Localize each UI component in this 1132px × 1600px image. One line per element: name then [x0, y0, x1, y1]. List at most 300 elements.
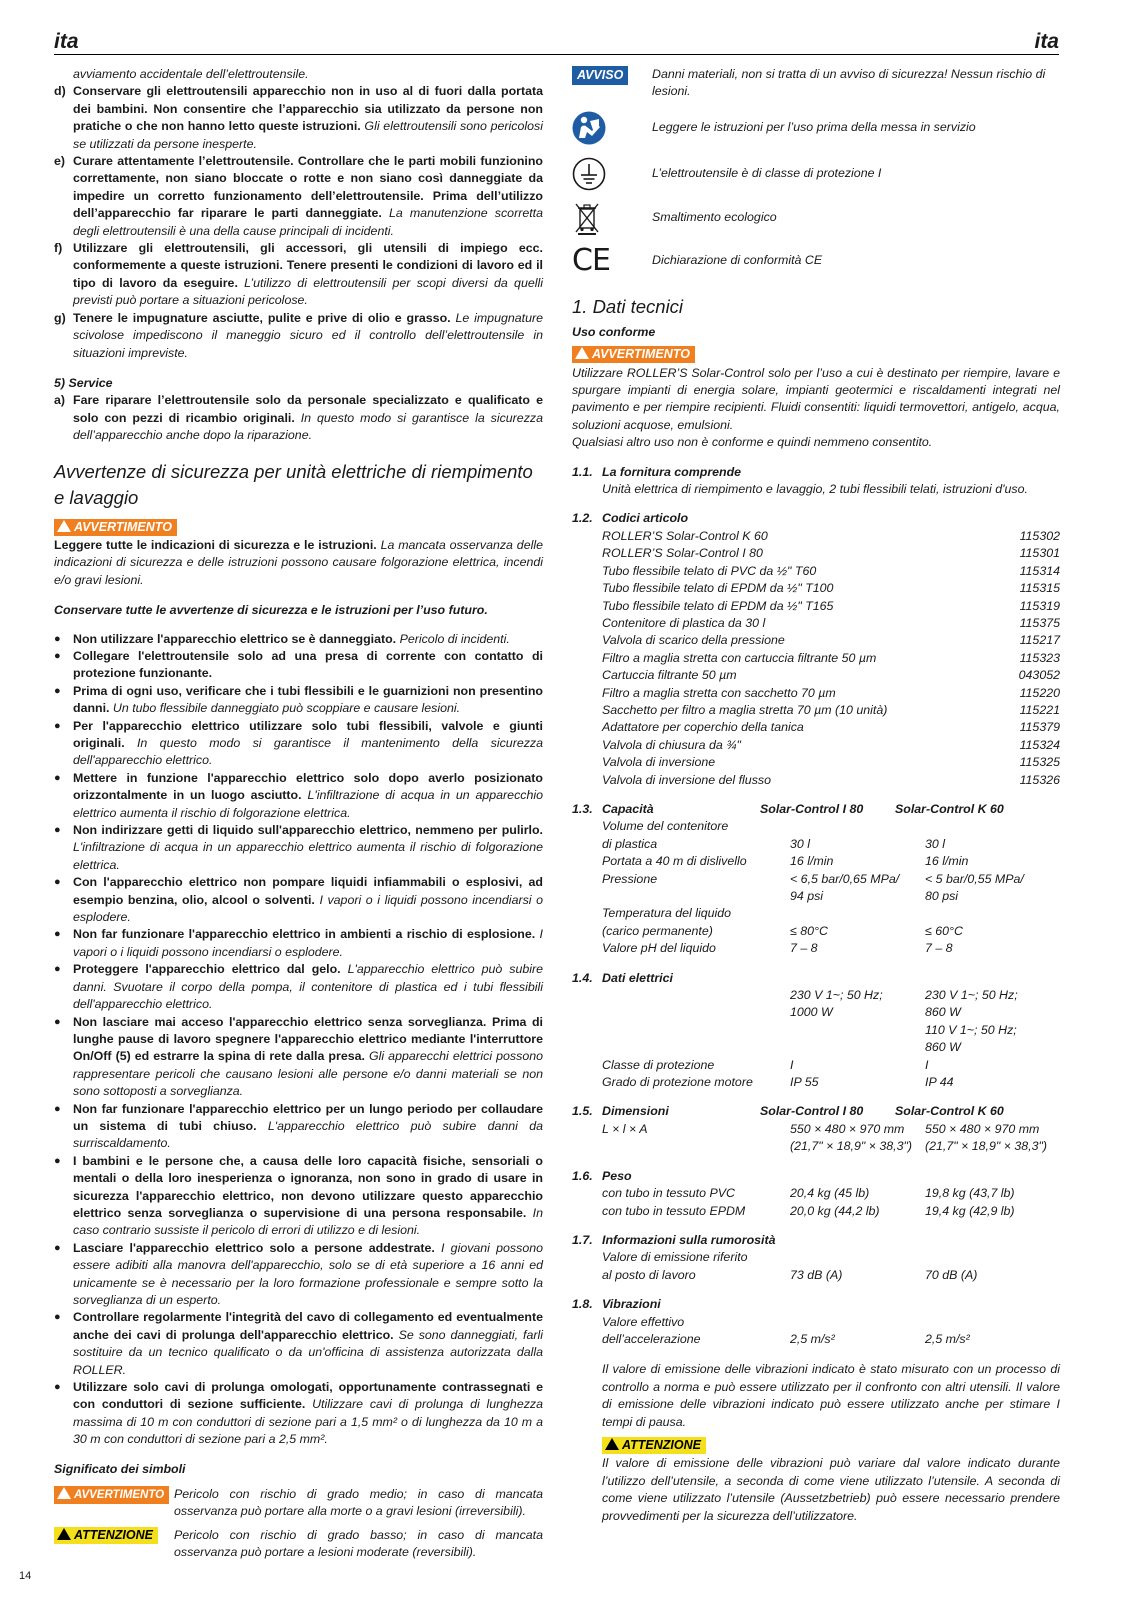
header-lang-left: ita: [54, 30, 79, 53]
bullet-italic: L'infiltrazione di acqua in un apparecchio elettrico aumenta il rischio di folgorazione elettrica.: [73, 840, 543, 872]
spec-label: dell’accelerazione: [602, 1331, 701, 1346]
spec-label: [602, 1138, 790, 1155]
article-row: [572, 650, 1060, 667]
item-marker: d): [54, 84, 66, 99]
safety-bullet: [54, 718, 543, 770]
caution-badge: [54, 1527, 158, 1544]
spec-value-i80: 20,4 kg (45 lb): [790, 1186, 870, 1201]
read-manual-row: [572, 111, 1060, 145]
column-heading-i80: Solar-Control I 80: [760, 801, 864, 816]
spec-value-i80: < 6,5 bar/0,65 MPa/: [790, 871, 900, 886]
article-row: [572, 598, 1060, 615]
article-row: [572, 632, 1060, 649]
spec-label: Volume del contenitore: [602, 819, 729, 834]
article-code: 115319: [1019, 598, 1060, 613]
warning-badge-label: AVVERTIMENTO: [74, 1489, 165, 1502]
spec-row: [572, 905, 1060, 922]
spec-value-k60: 19,8 kg (43,7 lb): [925, 1186, 1015, 1201]
spec-row: [572, 1057, 1060, 1074]
item-marker: f): [54, 241, 63, 256]
safety-bullet: [54, 961, 543, 1013]
article-code: 115323: [1019, 650, 1060, 665]
weight-table: [572, 1185, 1060, 1220]
article-name: Valvola di inversione: [602, 755, 716, 770]
spec-value-i80: [790, 1314, 925, 1331]
bullet-italic: Un tubo flessibile danneggiato può scoppiare e causare lesioni.: [109, 701, 461, 716]
safety-bullet: [54, 631, 543, 648]
bullet-bold: Con l'apparecchio elettrico non pompare liquidi infiammabili o esplosivi, ad esempio benzina, olio, alcool o solventi.: [73, 875, 543, 907]
spec-value-k60: IP 44: [925, 1075, 954, 1090]
article-name: ROLLER’S Solar-Control K 60: [602, 528, 768, 543]
intended-use-text-2: Qualsiasi altro uso non è conforme e quindi nemmeno consentito.: [572, 435, 933, 450]
safety-bullet: [54, 1014, 543, 1101]
disposal-text: Smaltimento ecologico: [652, 210, 777, 225]
bullet-bold: Proteggere l'apparecchio elettrico dal gelo.: [73, 962, 341, 977]
warning-triangle-icon: [605, 1438, 619, 1450]
item-bold: Utilizzare gli elettroutensili, gli accessori, gli utensili di impiego ecc. conformemente a queste istruzioni. Tenere presenti le condizioni di lavoro ed il tipo di lavoro da eseguire.: [73, 241, 543, 290]
article-name: Sacchetto per filtro a maglia stretta 70 µm (10 unità): [602, 702, 888, 717]
item-italic: Le impugnature scivolose impediscono il maneggio sicuro ed il controllo dell’elettroutensile in situazioni impreviste.: [73, 310, 543, 360]
spec-label: al posto di lavoro: [602, 1267, 696, 1282]
section-heading: La fornitura comprende: [602, 464, 742, 479]
section-1-7: [572, 1232, 1060, 1249]
spec-value-k60: 7 – 8: [925, 941, 953, 956]
bullet-dot-icon: ●: [54, 649, 61, 662]
section-number: 1.3.: [572, 801, 593, 816]
spec-label: Portata a 40 m di dislivello: [602, 854, 747, 869]
article-row: [572, 580, 1060, 597]
symbol-caution-row: [54, 1527, 543, 1562]
article-name: Filtro a maglia stretta con sacchetto 70 µm: [602, 685, 836, 700]
bullet-bold: Prima di ogni uso, verificare che i tubi flessibili e le guarnizioni non presentino danni.: [73, 683, 543, 716]
article-row: [572, 737, 1060, 754]
spec-row: [572, 1074, 1060, 1091]
bullet-bold: Collegare l'elettroutensile solo ad una presa di corrente con contatto di protezione funzionante.: [73, 648, 543, 681]
bullet-dot-icon: ●: [54, 632, 61, 645]
spec-value-k60: ≤ 60°C: [925, 923, 963, 938]
article-code: 115315: [1019, 581, 1060, 596]
spec-row: [572, 1267, 1060, 1284]
bullet-bold: Mettere in funzione l'apparecchio elettrico solo dopo averlo posizionato orizzontalmente in un luogo asciutto.: [73, 770, 543, 803]
bullet-bold: Non utilizzare l'apparecchio elettrico se è danneggiato.: [73, 631, 397, 646]
notice-text: Danni materiali, non si tratta di un avviso di sicurezza! Nessun rischio di lesioni.: [652, 67, 1046, 99]
caution-badge: [602, 1437, 706, 1454]
item-f: [54, 240, 543, 310]
safety-bullet: [54, 1153, 543, 1240]
bullet-italic: In questo modo si garantisce il mantenimento della sicurezza dell'apparecchio elettrico.: [73, 736, 543, 768]
spec-row: [572, 987, 1060, 1004]
spec-label: con tubo in tessuto PVC: [602, 1186, 735, 1201]
article-name: Valvola di scarico della pressione: [602, 633, 785, 648]
spec-value-i80: 230 V 1~; 50 Hz;: [790, 988, 883, 1003]
article-name: Tubo flessibile telato di PVC da ½" T60: [602, 563, 817, 578]
vibration-text: Il valore di emissione delle vibrazioni indicato è stato misurato con un processo di controllo a norma e può essere utilizzato per il confronto con altri utensili. Il valore di emissione delle vibrazioni indicato può essere utilizzato anche per stimare I tempi di pausa.: [602, 1362, 1060, 1429]
article-row: [572, 719, 1060, 736]
spec-value-k60: < 5 bar/0,55 MPa/: [925, 871, 1024, 886]
spec-label: [602, 1004, 790, 1021]
safety-bullet: [54, 1309, 543, 1379]
ce-mark-icon: [572, 242, 652, 278]
spec-row: [572, 853, 1060, 870]
spec-value-i80: [790, 1039, 925, 1056]
section-1-4: [572, 970, 1060, 987]
item-marker: e): [54, 154, 66, 169]
spec-value-k60: 16 l/min: [925, 854, 969, 869]
spec-value-i80: ≤ 80°C: [790, 923, 828, 938]
spec-row: [572, 1185, 1060, 1202]
safety-bullet: [54, 1101, 543, 1153]
spec-row: [572, 923, 1060, 940]
section-number: 1.6.: [572, 1168, 593, 1183]
read-instructions: [54, 537, 543, 589]
spec-row: [572, 1203, 1060, 1220]
spec-value-k60: [925, 1249, 1060, 1266]
item-marker: a): [54, 393, 66, 408]
bullet-italic: I giovani possono essere adibiti alla manovra dell'apparecchio, solo se di età superiore a 16 anni ed unicamente se è necessario per la loro formazione professionale e sempre sotto la sorveglianza di un esperto.: [73, 1240, 543, 1307]
warning-triangle-icon: [57, 1528, 71, 1540]
left-column: [54, 66, 543, 1562]
spec-value-i80: I: [790, 1057, 794, 1072]
bullet-dot-icon: ●: [54, 719, 61, 732]
column-heading-k60: Solar-Control K 60: [895, 1104, 1004, 1119]
section-heading: Codici articolo: [602, 511, 689, 526]
article-code: 115302: [1019, 528, 1060, 543]
spec-row: [572, 888, 1060, 905]
safety-heading: Avvertenze di sicurezza per unità elettriche di riempimento e lavaggio: [54, 460, 533, 508]
spec-value-k60: [925, 905, 1060, 922]
vibration-table: [572, 1314, 1060, 1349]
item-bold: Curare attentamente l’elettroutensile. Controllare che le parti mobili funzionino correttamente, non siano bloccate o rotte e non siano così danneggiate da impedire un corretto funzionamento dell’elettroutensile. Prima dell’utilizzo dell’apparecchio far riparare le parti danneggiate.: [73, 154, 543, 221]
warning-triangle-icon: [57, 520, 71, 532]
spec-value-k60: I: [925, 1057, 929, 1072]
article-name: Tubo flessibile telato di EPDM da ½" T100: [602, 581, 834, 596]
read-manual-text: Leggere le istruzioni per l’uso prima della messa in servizio: [652, 120, 976, 135]
protection-class-row: [572, 157, 1060, 191]
dimensions-table: [572, 1121, 1060, 1156]
spec-value-k60: 110 V 1~; 50 Hz;: [925, 1022, 1017, 1037]
spec-row: [572, 836, 1060, 853]
section-number: 1.8.: [572, 1297, 593, 1312]
item-bold: Conservare gli elettroutensili apparecchio non in uso al di fuori dalla portata dei bambini. Non consentire che l’apparecchio sia utilizzato da persone non pratiche o che non hanno letto queste istruzioni.: [73, 84, 543, 134]
bullet-dot-icon: ●: [54, 824, 61, 837]
bullet-dot-icon: ●: [54, 1241, 61, 1254]
spec-label: Grado di protezione motore: [602, 1075, 753, 1090]
section-heading: Capacità: [602, 801, 654, 816]
symbols-title: Significato dei simboli: [54, 1461, 186, 1476]
bullet-bold: Utilizzare solo cavi di prolunga omologati, opportunamente contrassegnati e con conduttori di sezione sufficiente.: [73, 1380, 543, 1412]
article-code: 115379: [1019, 720, 1060, 735]
bullet-bold: Non indirizzare getti di liquido sull'apparecchio elettrico, nemmeno per pulirlo.: [73, 823, 543, 838]
spec-value-k60: 2,5 m/s²: [925, 1331, 970, 1346]
electrical-table: [572, 987, 1060, 1091]
section-heading: Peso: [602, 1168, 632, 1183]
item-g: [54, 310, 543, 362]
article-code: 115220: [1019, 685, 1060, 700]
safety-bullet-list: [54, 631, 543, 1449]
bullet-italic: I vapori o i liquidi possono incendiarsi o esplodere.: [73, 927, 544, 959]
read-bold: Leggere tutte le indicazioni di sicurezza e le istruzioni.: [54, 537, 377, 552]
spec-label: Valore effettivo: [602, 1314, 685, 1329]
warning-badge: [572, 346, 695, 363]
spec-value-k60: 30 l: [925, 836, 945, 851]
spec-row: [572, 1004, 1060, 1021]
item-e: [54, 153, 543, 240]
spec-value-i80: 20,0 kg (44,2 lb): [790, 1203, 880, 1218]
tech-data-title: 1. Dati tecnici: [572, 295, 684, 317]
bullet-dot-icon: ●: [54, 1311, 61, 1324]
safety-bullet: [54, 683, 543, 718]
article-code: 115221: [1019, 702, 1060, 717]
item-italic: La manutenzione scorretta degli elettroutensili è una della cause principali di incidenti.: [73, 206, 543, 238]
section-1-2: [572, 510, 1060, 527]
article-code: 115375: [1019, 615, 1060, 630]
spec-row: [572, 940, 1060, 957]
item-italic: L’utilizzo di elettroutensili per scopi diversi da quelli previsti può portare a situazioni pericolose.: [73, 275, 543, 308]
spec-value-i80: [790, 1249, 925, 1266]
spec-row: [572, 871, 1060, 888]
article-name: Tubo flessibile telato di EPDM da ½" T165: [602, 598, 834, 613]
spec-value-i80: 1000 W: [790, 1005, 833, 1020]
spec-row: [572, 1039, 1060, 1056]
bullet-dot-icon: ●: [54, 771, 61, 784]
section-1-5: [572, 1103, 1060, 1120]
warning-triangle-icon: [575, 347, 589, 359]
item-italic: Gli elettroutensili sono pericolosi se utilizzati da persone inesperte.: [73, 119, 543, 151]
article-code: 115314: [1019, 563, 1060, 578]
spec-value-i80: 30 l: [790, 836, 810, 851]
section-heading: Dimensioni: [602, 1104, 669, 1119]
section-number: 1.4.: [572, 970, 593, 985]
article-row: [572, 615, 1060, 632]
spec-label: (carico permanente): [602, 923, 713, 938]
warning-badge: [54, 1486, 169, 1504]
item-c-continuation: avviamento accidentale dell’elettroutensile.: [73, 67, 309, 81]
spec-value-i80: 73 dB (A): [790, 1267, 843, 1282]
bullet-dot-icon: ●: [54, 1381, 61, 1394]
spec-value-k60: 860 W: [925, 1040, 961, 1055]
column-heading-i80: Solar-Control I 80: [760, 1104, 864, 1119]
spec-value-k60: 230 V 1~; 50 Hz;: [925, 988, 1018, 1003]
bullet-italic: L'apparecchio elettrico può subire danni. Svuotare il corpo della pompa, il contenitore di plastica ed i tubi flessibili dell'apparecchio elettrico.: [73, 962, 543, 1012]
ce-text: Dichiarazione di conformità CE: [652, 253, 823, 268]
article-row: [572, 772, 1060, 789]
item-marker: g): [54, 310, 66, 325]
article-row: [572, 667, 1060, 684]
warning-badge: [54, 519, 177, 536]
article-name: Valvola di chiusura da ¾": [602, 737, 741, 752]
symbol-warning-text: Pericolo con rischio di grado medio; in caso di mancata osservanza può portare alla morte o a gravi lesioni (irreversibili).: [174, 1487, 543, 1519]
protection-class-text: L’elettroutensile è di classe di protezione I: [652, 166, 882, 181]
spec-value-k60: (21,7" × 18,9" × 38,3"): [925, 1139, 1048, 1154]
article-code: 115325: [1019, 755, 1060, 770]
spec-value-i80: 94 psi: [790, 889, 824, 903]
spec-label: Valore pH del liquido: [602, 941, 716, 956]
section-number: 1.5.: [572, 1104, 593, 1119]
bullet-dot-icon: ●: [54, 1102, 61, 1115]
bullet-bold: Non lasciare mai acceso l'apparecchio elettrico senza sorveglianza. Prima di lunghe pause di lavoro spegnere l'apparecchio elettrico mediante l'interruttore On/Off (5) ed estrarre la spina di rete dalla presa.: [73, 1014, 543, 1064]
spec-value-i80: 550 × 480 × 970 mm: [790, 1121, 905, 1136]
intended-use-title: Uso conforme: [572, 324, 656, 339]
spec-row: [572, 818, 1060, 835]
spec-label: [602, 1022, 790, 1039]
article-name: Adattatore per coperchio della tanica: [602, 720, 804, 735]
notice-badge: AVVISO: [572, 66, 628, 85]
item-italic: In questo modo si garantisce la sicurezza dell’apparecchio anche dopo la riparazione.: [73, 410, 543, 443]
bullet-bold: Controllare regolarmente l'integrità del cavo di collegamento ed eventualmente anche dei cavi di prolunga dell'apparecchio elettrico.: [73, 1310, 543, 1342]
article-code: 115301: [1019, 546, 1060, 561]
warning-triangle-icon: [57, 1487, 71, 1499]
supply-text: Unità elettrica di riempimento e lavaggio, 2 tubi flessibili telati, istruzioni d'uso.: [602, 482, 1028, 497]
section-1-6: [572, 1168, 1060, 1185]
service-title: 5) Service: [54, 375, 113, 390]
article-name: ROLLER’S Solar-Control I 80: [602, 546, 763, 561]
bullet-bold: Lasciare l'apparecchio elettrico solo a persone addestrate.: [73, 1240, 435, 1255]
bullet-dot-icon: ●: [54, 876, 61, 889]
header-lang-right: ita: [1034, 30, 1059, 53]
article-codes-list: [572, 528, 1060, 789]
article-row: [572, 685, 1060, 702]
article-row: [572, 545, 1060, 562]
spec-row: [572, 1314, 1060, 1331]
article-row: [572, 754, 1060, 771]
spec-row: [572, 1249, 1060, 1266]
safety-bullet: [54, 770, 543, 822]
caution-badge-label: ATTENZIONE: [74, 1527, 153, 1542]
safety-bullet: [54, 926, 543, 961]
warning-badge-label: AVVERTIMENTO: [74, 519, 172, 534]
bullet-bold: Per l'apparecchio elettrico utilizzare solo tubi flessibili, valvole e giunti originali.: [73, 718, 543, 750]
section-heading: Dati elettrici: [602, 970, 673, 985]
spec-label: L × l × A: [602, 1121, 648, 1136]
article-code: 115324: [1019, 737, 1060, 752]
item-bold: Tenere le impugnature asciutte, pulite e prive di olio e grasso.: [73, 310, 451, 325]
section-number: 1.7.: [572, 1232, 593, 1247]
article-row: [572, 528, 1060, 545]
spec-value-k60: 860 W: [925, 1005, 961, 1020]
spec-value-i80: 16 l/min: [790, 854, 834, 869]
article-name: Cartuccia filtrante 50 µm: [602, 668, 737, 683]
section-number: 1.1.: [572, 464, 593, 479]
bullet-italic: In caso contrario sussiste il pericolo di errori di utilizzo e di lesioni.: [73, 1205, 543, 1238]
safety-bullet: [54, 874, 543, 926]
article-code: 115326: [1019, 772, 1060, 787]
notice-row: [572, 66, 1060, 101]
bullet-italic: Utilizzare cavi di prolunga di lunghezza massima di 10 m con conduttori di sezione pari a 1,5 mm² o di lunghezza da 10 m a 30 m con conduttori di sezione pari a 2,5 mm².: [73, 1397, 543, 1447]
warning-badge-label: AVVERTIMENTO: [592, 347, 690, 362]
right-column: [572, 66, 1060, 1525]
read-italic: La mancata osservanza delle indicazioni di sicurezza e delle istruzioni possono causare folgorazione elettrica, incendi e/o gravi lesioni.: [54, 537, 543, 587]
spec-label: Valore di emissione riferito: [602, 1250, 748, 1265]
spec-row: [572, 1138, 1060, 1155]
read-manual-icon: [572, 111, 652, 145]
spec-value-i80: (21,7" × 18,9" × 38,3"): [790, 1139, 913, 1154]
item-bold: Fare riparare l’elettroutensile solo da personale specializzato e qualificato e solo con pezzi di ricambio originali.: [73, 393, 543, 425]
spec-value-i80: [790, 818, 925, 835]
bullet-italic: Pericolo di incidenti.: [396, 631, 510, 646]
ground-icon: [572, 157, 652, 191]
spec-label: Temperatura del liquido: [602, 906, 732, 921]
bullet-dot-icon: ●: [54, 684, 61, 697]
keep-instructions: Conservare tutte le avvertenze di sicurezza e le istruzioni per l’uso futuro.: [54, 603, 488, 618]
spec-label: [602, 1039, 790, 1056]
article-code: 115217: [1019, 633, 1060, 648]
ce-row: [572, 242, 1060, 278]
intended-use-text: Utilizzare ROLLER’S Solar-Control solo per l’uso a cui è destinato per riempire, lavare e spurgare impianti di energia solare, impianti geotermici e riscaldamenti integrati nel pavimento e per riempire recipienti. Fluidi consentiti: liquidi termovettori, antigelo, acqua, soluzioni acquose, emulsioni.: [572, 365, 1060, 432]
spec-label: Classe di protezione: [602, 1057, 715, 1072]
bullet-dot-icon: ●: [54, 1015, 61, 1028]
section-number: 1.2.: [572, 511, 593, 526]
spec-row: [572, 1022, 1060, 1039]
caution-badge-label: ATTENZIONE: [622, 1437, 701, 1452]
spec-value-k60: 80 psi: [925, 889, 959, 903]
spec-value-i80: [790, 905, 925, 922]
spec-label: [602, 987, 790, 1004]
bullet-dot-icon: ●: [54, 1154, 61, 1167]
spec-value-k60: [925, 818, 1060, 835]
spec-value-k60: [925, 1314, 1060, 1331]
capacity-table: [572, 818, 1060, 957]
article-name: Valvola di inversione del flusso: [602, 772, 771, 787]
item-d: [54, 83, 543, 153]
column-heading-k60: Solar-Control K 60: [895, 801, 1004, 816]
spec-label: di plastica: [602, 836, 658, 851]
noise-table: [572, 1249, 1060, 1284]
symbol-warning-row: [54, 1486, 543, 1521]
spec-value-i80: 7 – 8: [790, 941, 818, 956]
article-row: [572, 702, 1060, 719]
service-item-a: [54, 392, 543, 444]
spec-value-i80: [790, 1022, 925, 1039]
bullet-italic: Se sono danneggiati, farli sostituire da un tecnico qualificato o da un'officina di assistenza autorizzata dalla ROLLER.: [73, 1327, 543, 1377]
article-name: Contenitore di plastica da 30 l: [602, 615, 766, 630]
article-code: 043052: [1018, 668, 1060, 683]
spec-row: [572, 1331, 1060, 1348]
spec-row: [572, 1121, 1060, 1138]
spec-value-k60: 19,4 kg (42,9 lb): [925, 1203, 1015, 1218]
bullet-italic: L'infiltrazione di acqua in un apparecchio elettrico aumenta il rischio di folgorazione elettrica.: [73, 788, 544, 820]
bullet-bold: Non far funzionare l'apparecchio elettrico per un lungo periodo per collaudare un sistema di tubi chiuso.: [73, 1101, 543, 1133]
bullet-dot-icon: ●: [54, 963, 61, 976]
spec-value-k60: 70 dB (A): [925, 1267, 978, 1282]
bullet-bold: I bambini e le persone che, a causa delle loro capacità fisiche, sensoriali o mentali o della loro inesperienza o ignoranza, non sono in grado di usare in sicurezza l'apparecchio elettrico, non devono utilizzare questo apparecchio elettrico senza sorveglianza o supervisione di una persona responsabile.: [73, 1153, 543, 1220]
section-heading: Informazioni sulla rumorosità: [602, 1232, 776, 1247]
crossed-bin-icon: [572, 201, 652, 235]
bullet-italic: Gli apparecchi elettrici possono rappresentare pericoli che causano lesioni alle persone e/o danni materiali se non sono sottoposti a sorveglianza.: [73, 1049, 543, 1099]
section-1-3: [572, 801, 1060, 818]
section-heading: Vibrazioni: [602, 1297, 661, 1312]
disposal-row: [572, 201, 1060, 235]
safety-bullet: [54, 822, 543, 874]
spec-label: [602, 888, 790, 905]
section-1-8: [572, 1296, 1060, 1313]
page-header: [54, 30, 1059, 55]
article-row: [572, 563, 1060, 580]
spec-label: Pressione: [602, 871, 658, 886]
spec-value-i80: 2,5 m/s²: [790, 1331, 835, 1346]
bullet-bold: Non far funzionare l'apparecchio elettrico in ambienti a rischio di esplosione.: [73, 927, 536, 942]
spec-value-k60: 550 × 480 × 970 mm: [925, 1121, 1040, 1136]
caution-text: Il valore di emissione delle vibrazioni può variare dal valore indicato durante l’utilizzo dell’utensile, a seconda di come viene utilizzato l’utensile. A seconda di come viene utilizzato l’utensile (Aussetzbetrieb) può essere necessario prendere provvedimenti per la sicurezza dell’utilizzatore.: [602, 1456, 1060, 1523]
safety-bullet: [54, 1240, 543, 1310]
bullet-italic: I vapori o i liquidi possono incendiarsi o esplodere.: [73, 892, 544, 925]
ce-mark-text: CE: [572, 242, 610, 278]
spec-label: con tubo in tessuto EPDM: [602, 1203, 746, 1218]
safety-bullet: [54, 1379, 543, 1449]
article-name: Filtro a maglia stretta con cartuccia filtrante 50 µm: [602, 650, 877, 665]
bullet-italic: L'apparecchio elettrico può subire danni da surriscaldamento.: [73, 1118, 543, 1151]
symbol-caution-text: Pericolo con rischio di grado basso; in caso di mancata osservanza può portare a lesioni moderate (reversibili).: [174, 1527, 543, 1560]
spec-value-i80: IP 55: [790, 1075, 819, 1090]
